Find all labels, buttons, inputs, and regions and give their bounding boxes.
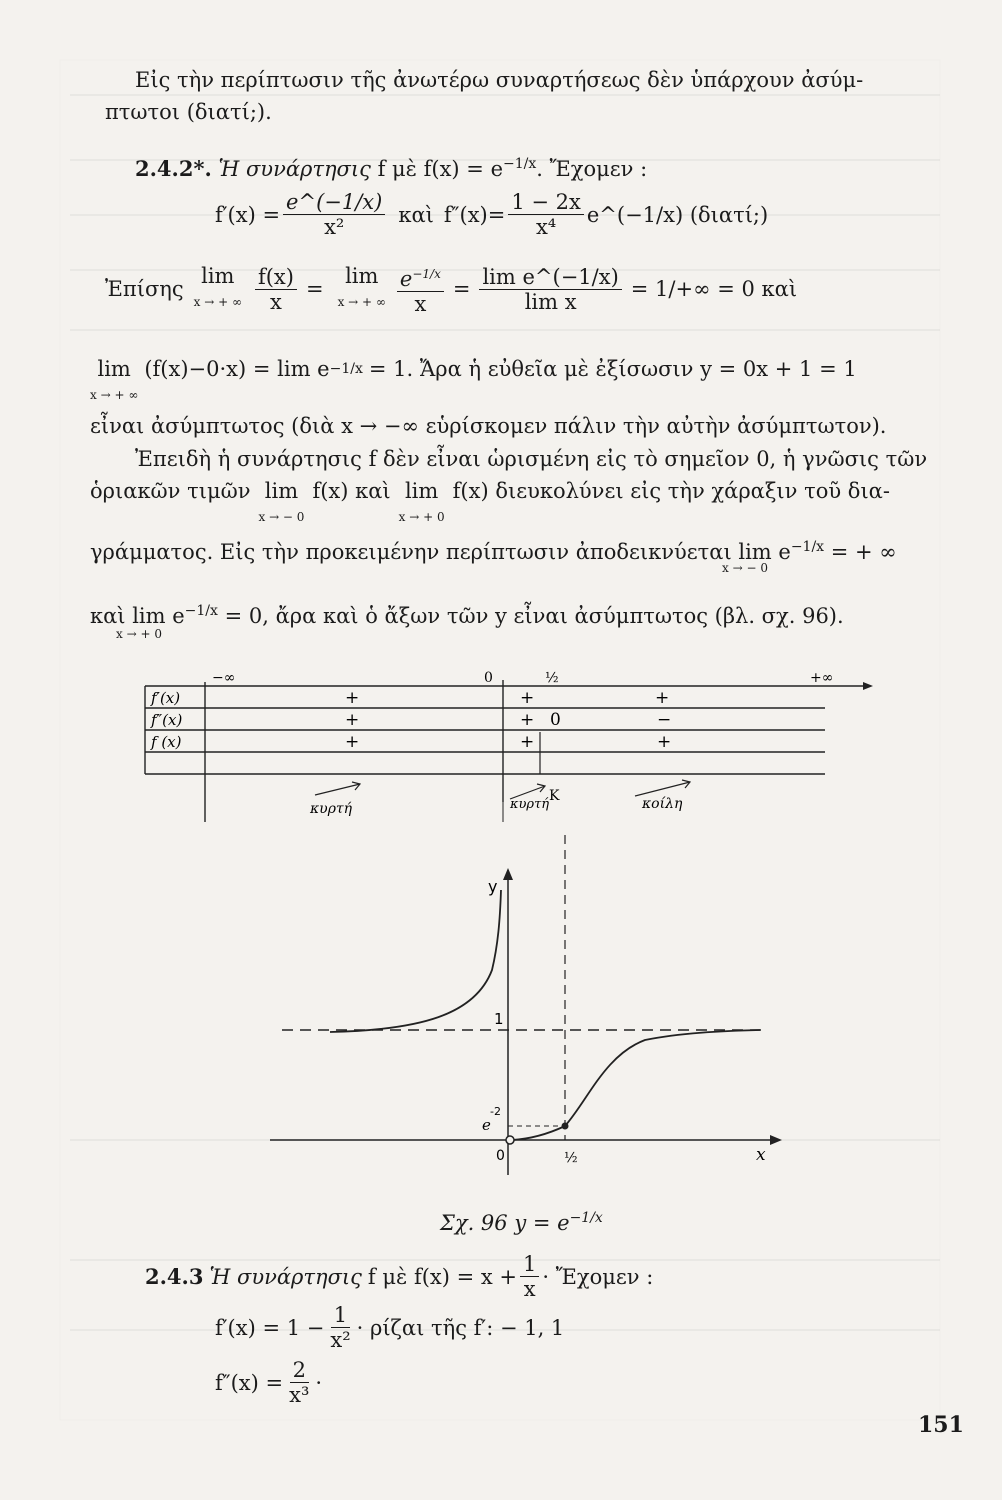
- zero-label: 0: [496, 1148, 505, 1164]
- section-title: Ἡ συνάρτησις: [218, 157, 371, 181]
- asymptote-line: [90, 356, 857, 408]
- cell: +: [520, 710, 535, 730]
- f-double-prime-label: f″(x) =: [215, 1370, 284, 1395]
- and-word: καὶ: [398, 202, 434, 227]
- line9-tail: = 0, ἄρα καὶ ὁ ἄξων τῶν y εἶναι ἀσύμπτωτος (βλ. σχ. 96).: [224, 604, 844, 628]
- hdr-half: ½: [545, 670, 559, 686]
- line7-start: ὁριακῶν τιμῶν: [90, 479, 251, 503]
- line8-tail: = + ∞: [830, 540, 897, 564]
- first-derivative-line: [215, 1303, 564, 1352]
- cell: +: [655, 688, 670, 708]
- text-line-8: [90, 534, 897, 565]
- note-inflection: Κ: [549, 788, 560, 804]
- denominator: lim x: [524, 289, 577, 314]
- function-definition: f μὲ f(x) = e: [377, 157, 503, 181]
- note-convex-1: κυρτή: [310, 801, 353, 817]
- lim-operator: [194, 263, 242, 315]
- variation-table: [145, 670, 834, 822]
- figure-caption: [440, 1205, 603, 1236]
- cell: +: [345, 732, 360, 752]
- heading-tail: . Ἔχομεν :: [536, 157, 648, 181]
- denominator: x³: [289, 1383, 310, 1407]
- cell: −: [657, 710, 672, 730]
- fx-over-x: $\frac{f(x)}{x}$: [255, 265, 297, 314]
- cell: +: [520, 688, 535, 708]
- denominator: x: [523, 1277, 536, 1301]
- asymptote-expression: (f(x)−0·x) = lim e: [144, 357, 330, 381]
- numerator: 1: [331, 1303, 350, 1328]
- numerator: 1 − 2x: [508, 190, 584, 215]
- line8-subscript: x → − 0: [722, 561, 768, 575]
- lim-word: lim: [201, 264, 235, 288]
- lim-subscript: x → + ∞: [193, 295, 242, 309]
- y-axis-label: y: [488, 877, 498, 896]
- origin-open-point: [506, 1136, 514, 1144]
- lim-subscript: x → − 0: [258, 510, 305, 524]
- half-label: ½: [564, 1150, 578, 1166]
- function-definition: f μὲ f(x) = x +: [367, 1264, 518, 1289]
- f-prime-label: f′(x) =: [215, 202, 281, 227]
- derivatives-line: [215, 190, 768, 239]
- two-over-x3: [286, 1358, 312, 1407]
- lim-operator-3: [90, 356, 138, 408]
- hdr-zero: 0: [484, 670, 493, 686]
- lim-subscript: x → + ∞: [90, 388, 139, 402]
- caption-text: Σχ. 96 y = e: [440, 1211, 570, 1235]
- left-branch-curve: [330, 890, 501, 1032]
- exponent: −1/x: [503, 156, 537, 172]
- one-over-x: [520, 1252, 539, 1301]
- hdr-minus-inf: −∞: [212, 670, 236, 686]
- one-over-x2: [327, 1303, 353, 1352]
- exponent: −1/x: [329, 361, 363, 377]
- f-double-prime-label: f″(x)=: [443, 202, 506, 227]
- row-f-double-prime-label: f″(x): [151, 711, 183, 729]
- row-f-label: f (x): [151, 733, 182, 751]
- x-axis-arrow: [770, 1135, 782, 1145]
- intro-line-2: πτωτοι (διατί;).: [105, 100, 272, 124]
- lim-ratio: [479, 265, 621, 314]
- roots-text: · ρίζαι τῆς f′: − 1, 1: [356, 1315, 565, 1340]
- line9-subscript: x → + 0: [116, 627, 162, 641]
- x-axis-label: x: [756, 1145, 766, 1165]
- text-line-6: Ἐπειδὴ ἡ συνάρτησις f δὲν εἶναι ὡρισμένη εἰς τὸ σημεῖον 0, ἡ γνῶσις τῶν: [135, 447, 928, 471]
- cell: +: [520, 732, 535, 752]
- line7-end: f(x) διευκολύνει εἰς τὴν χάραξιν τοῦ δια-: [452, 479, 890, 503]
- intro-line-1: Εἰς τὴν περίπτωσιν τῆς ἀνωτέρω συναρτήσεως δὲν ὑπάρχουν ἀσύμ-: [135, 68, 864, 92]
- e-exponent: -2: [490, 1105, 501, 1118]
- line7-mid: f(x) καὶ: [312, 479, 391, 503]
- caption-exponent: −1/x: [569, 1210, 603, 1226]
- right-branch-curve: [512, 1030, 760, 1140]
- cell: 0: [550, 710, 561, 730]
- inflection-point: [562, 1123, 569, 1130]
- asymptote-conclusion: = 1. Ἄρα ἡ εὐθεῖα μὲ ἐξίσωσιν y = 0x + 1 = 1: [368, 357, 857, 381]
- section-2-4-2-heading: [135, 151, 647, 182]
- lim-operator-2: [338, 263, 386, 315]
- period: ·: [315, 1370, 323, 1395]
- note-convex-2: κυρτή: [510, 797, 550, 812]
- limit-line: Ἐπίσης lim x → + ∞ $\frac{f(x)}{x}$ = lim x → + ∞ $\frac{e^{-1/x}}{x}$ = $\frac{\text{lim e\textasciicircum{}(−1/x)}}{\text{lim x}}$ = 1/+∞ = 0 καὶ: [105, 264, 798, 316]
- one-label: 1: [494, 1010, 504, 1028]
- cell: +: [657, 732, 672, 752]
- f-prime-label: f′(x) = 1 −: [215, 1315, 325, 1340]
- hdr-plus-inf: +∞: [810, 670, 834, 686]
- lim-word: lim: [97, 357, 131, 381]
- limit-result: = 1/+∞ = 0 καὶ: [630, 277, 798, 301]
- lim-word: lim: [404, 479, 439, 503]
- text-line-5: εἶναι ἀσύμπτωτος (διὰ x → −∞ εὑρίσκομεν πάλιν τὴν αὐτὴν ἀσύμπτωτον).: [90, 414, 887, 438]
- lim-subscript: x → + ∞: [337, 295, 386, 309]
- f-double-prime-tail: e^(−1/x) (διατί;): [586, 202, 769, 227]
- denominator: x⁴: [535, 215, 557, 239]
- page-number: 151: [918, 1412, 964, 1438]
- text-line-7: [90, 478, 890, 530]
- f-prime-fraction: [283, 190, 385, 239]
- cell: +: [345, 710, 360, 730]
- exponent: −1/x: [184, 603, 218, 619]
- lim-word: lim: [264, 479, 299, 503]
- note-concave: κοίλη: [642, 796, 683, 812]
- y-axis-arrow: [503, 868, 513, 880]
- lim-word: lim: [345, 264, 379, 288]
- exponent: −1/x: [790, 539, 825, 555]
- section-2-4-3-heading: [145, 1252, 653, 1301]
- also-word: Ἐπίσης: [105, 277, 184, 301]
- row-f-prime-label: f′(x): [151, 689, 181, 707]
- denominator: x²: [324, 215, 345, 239]
- second-derivative-line: [215, 1358, 322, 1407]
- numerator: e^(−1/x): [283, 190, 385, 215]
- numerator: lim e^(−1/x): [479, 265, 621, 290]
- section-title: Ἡ συνάρτησις: [209, 1264, 362, 1289]
- e-label: e: [482, 1116, 491, 1134]
- cell: +: [345, 688, 360, 708]
- denominator: x²: [330, 1328, 351, 1352]
- line8-text: γράμματος. Εἰς τὴν προκειμένην περίπτωσιν ἀποδεικνύεται lim e: [90, 540, 791, 564]
- heading-tail: · Ἔχομεν :: [542, 1264, 654, 1289]
- section-number: 2.4.3: [145, 1263, 204, 1289]
- figure-96-graph: [270, 830, 790, 1180]
- numerator: 2: [290, 1358, 309, 1383]
- lim-minus0: [258, 478, 304, 530]
- text-line-9: [90, 598, 844, 629]
- f-double-prime-fraction: [508, 190, 584, 239]
- lim-plus0: [399, 478, 445, 530]
- line9-text: καὶ lim e: [90, 604, 185, 628]
- exp-over-x: $\frac{e^{-1/x}}{x}$: [397, 262, 444, 316]
- section-number: 2.4.2*.: [135, 156, 212, 181]
- lim-subscript: x → + 0: [398, 510, 445, 524]
- numerator: 1: [520, 1252, 539, 1277]
